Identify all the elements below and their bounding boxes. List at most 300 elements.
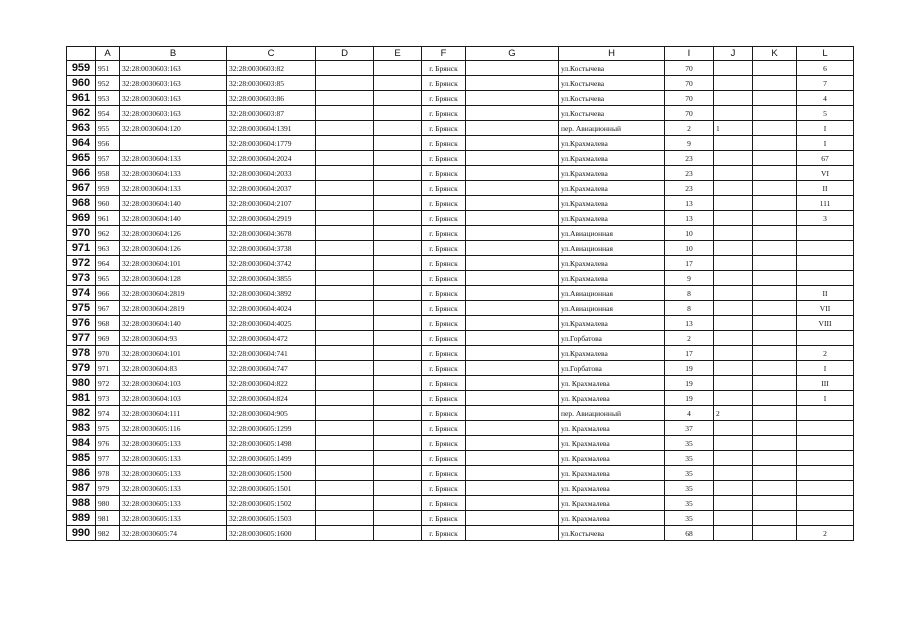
col-f-cell[interactable]: г. Брянск xyxy=(422,271,466,286)
col-d-cell[interactable] xyxy=(316,256,374,271)
col-f-cell[interactable]: г. Брянск xyxy=(422,151,466,166)
col-a-cell[interactable]: 979 xyxy=(96,481,120,496)
col-a-cell[interactable]: 966 xyxy=(96,286,120,301)
col-j-cell[interactable] xyxy=(714,196,753,211)
col-a-cell[interactable]: 960 xyxy=(96,196,120,211)
col-j-cell[interactable] xyxy=(714,241,753,256)
col-h-cell[interactable]: ул. Крахмалева xyxy=(559,511,665,526)
col-f-cell[interactable]: г. Брянск xyxy=(422,286,466,301)
col-j-cell[interactable] xyxy=(714,226,753,241)
col-g-cell[interactable] xyxy=(466,196,559,211)
col-l-cell[interactable]: 4 xyxy=(797,91,854,106)
col-j-cell[interactable] xyxy=(714,391,753,406)
row-number-cell[interactable]: 960 xyxy=(67,76,96,91)
col-l-cell[interactable]: II xyxy=(797,286,854,301)
col-d-cell[interactable] xyxy=(316,376,374,391)
col-e-cell[interactable] xyxy=(374,346,422,361)
col-h-cell[interactable]: ул. Крахмалева xyxy=(559,421,665,436)
col-g-cell[interactable] xyxy=(466,286,559,301)
col-j-cell[interactable] xyxy=(714,451,753,466)
col-j-cell[interactable] xyxy=(714,466,753,481)
col-d-cell[interactable] xyxy=(316,481,374,496)
col-a-cell[interactable]: 975 xyxy=(96,421,120,436)
col-e-cell[interactable] xyxy=(374,136,422,151)
col-l-cell[interactable]: 7 xyxy=(797,76,854,91)
col-b-cell[interactable]: 32:28:0030604:133 xyxy=(120,151,227,166)
col-k-cell[interactable] xyxy=(753,241,797,256)
col-h-cell[interactable]: ул.Крахмалева xyxy=(559,166,665,181)
col-d-cell[interactable] xyxy=(316,181,374,196)
col-f-cell[interactable]: г. Брянск xyxy=(422,136,466,151)
col-c-cell[interactable]: 32:28:0030605:1499 xyxy=(227,451,316,466)
col-l-cell[interactable]: VII xyxy=(797,301,854,316)
col-j-cell[interactable] xyxy=(714,271,753,286)
column-header-g[interactable]: G xyxy=(466,47,559,61)
col-b-cell[interactable]: 32:28:0030603:163 xyxy=(120,61,227,76)
col-g-cell[interactable] xyxy=(466,76,559,91)
col-a-cell[interactable]: 982 xyxy=(96,526,120,541)
col-h-cell[interactable]: ул.Крахмалева xyxy=(559,346,665,361)
col-a-cell[interactable]: 978 xyxy=(96,466,120,481)
col-a-cell[interactable]: 972 xyxy=(96,376,120,391)
col-e-cell[interactable] xyxy=(374,211,422,226)
col-k-cell[interactable] xyxy=(753,181,797,196)
col-c-cell[interactable]: 32:28:0030604:822 xyxy=(227,376,316,391)
row-number-cell[interactable]: 989 xyxy=(67,511,96,526)
col-k-cell[interactable] xyxy=(753,391,797,406)
row-number-cell[interactable]: 977 xyxy=(67,331,96,346)
row-number-cell[interactable]: 983 xyxy=(67,421,96,436)
row-number-cell[interactable]: 976 xyxy=(67,316,96,331)
col-j-cell[interactable] xyxy=(714,286,753,301)
col-j-cell[interactable] xyxy=(714,61,753,76)
col-f-cell[interactable]: г. Брянск xyxy=(422,346,466,361)
col-d-cell[interactable] xyxy=(316,451,374,466)
col-i-cell[interactable]: 4 xyxy=(665,406,714,421)
col-l-cell[interactable] xyxy=(797,331,854,346)
col-e-cell[interactable] xyxy=(374,331,422,346)
col-f-cell[interactable]: г. Брянск xyxy=(422,526,466,541)
col-b-cell[interactable]: 32:28:0030603:163 xyxy=(120,76,227,91)
col-e-cell[interactable] xyxy=(374,256,422,271)
col-h-cell[interactable]: ул.Авиационная xyxy=(559,301,665,316)
col-c-cell[interactable]: 32:28:0030604:3742 xyxy=(227,256,316,271)
col-d-cell[interactable] xyxy=(316,301,374,316)
col-f-cell[interactable]: г. Брянск xyxy=(422,106,466,121)
col-f-cell[interactable]: г. Брянск xyxy=(422,256,466,271)
column-header-l[interactable]: L xyxy=(797,47,854,61)
row-number-cell[interactable]: 969 xyxy=(67,211,96,226)
row-number-cell[interactable]: 979 xyxy=(67,361,96,376)
col-j-cell[interactable] xyxy=(714,211,753,226)
col-c-cell[interactable]: 32:28:0030604:2919 xyxy=(227,211,316,226)
col-k-cell[interactable] xyxy=(753,346,797,361)
col-c-cell[interactable]: 32:28:0030604:3855 xyxy=(227,271,316,286)
col-b-cell[interactable]: 32:28:0030604:140 xyxy=(120,316,227,331)
col-a-cell[interactable]: 951 xyxy=(96,61,120,76)
col-c-cell[interactable]: 32:28:0030603:87 xyxy=(227,106,316,121)
col-c-cell[interactable]: 32:28:0030604:824 xyxy=(227,391,316,406)
col-a-cell[interactable]: 956 xyxy=(96,136,120,151)
col-k-cell[interactable] xyxy=(753,256,797,271)
col-h-cell[interactable]: ул.Костычева xyxy=(559,61,665,76)
col-c-cell[interactable]: 32:28:0030603:85 xyxy=(227,76,316,91)
col-a-cell[interactable]: 970 xyxy=(96,346,120,361)
col-b-cell[interactable]: 32:28:0030604:101 xyxy=(120,256,227,271)
col-l-cell[interactable] xyxy=(797,496,854,511)
col-g-cell[interactable] xyxy=(466,496,559,511)
row-number-cell[interactable]: 964 xyxy=(67,136,96,151)
col-a-cell[interactable]: 958 xyxy=(96,166,120,181)
col-h-cell[interactable]: ул.Авиационная xyxy=(559,226,665,241)
col-k-cell[interactable] xyxy=(753,316,797,331)
col-b-cell[interactable]: 32:28:0030605:116 xyxy=(120,421,227,436)
col-g-cell[interactable] xyxy=(466,361,559,376)
col-g-cell[interactable] xyxy=(466,271,559,286)
col-e-cell[interactable] xyxy=(374,526,422,541)
col-h-cell[interactable]: ул.Крахмалева xyxy=(559,256,665,271)
col-g-cell[interactable] xyxy=(466,226,559,241)
col-g-cell[interactable] xyxy=(466,121,559,136)
col-i-cell[interactable]: 70 xyxy=(665,91,714,106)
col-i-cell[interactable]: 35 xyxy=(665,511,714,526)
col-d-cell[interactable] xyxy=(316,61,374,76)
col-a-cell[interactable]: 961 xyxy=(96,211,120,226)
row-number-cell[interactable]: 967 xyxy=(67,181,96,196)
col-i-cell[interactable]: 10 xyxy=(665,226,714,241)
col-k-cell[interactable] xyxy=(753,496,797,511)
col-j-cell[interactable] xyxy=(714,421,753,436)
col-b-cell[interactable]: 32:28:0030604:111 xyxy=(120,406,227,421)
col-h-cell[interactable]: ул.Авиационная xyxy=(559,241,665,256)
col-i-cell[interactable]: 35 xyxy=(665,466,714,481)
col-k-cell[interactable] xyxy=(753,421,797,436)
col-k-cell[interactable] xyxy=(753,226,797,241)
row-number-cell[interactable]: 959 xyxy=(67,61,96,76)
col-f-cell[interactable]: г. Брянск xyxy=(422,361,466,376)
row-number-cell[interactable]: 972 xyxy=(67,256,96,271)
row-number-cell[interactable]: 988 xyxy=(67,496,96,511)
col-f-cell[interactable]: г. Брянск xyxy=(422,391,466,406)
col-l-cell[interactable]: 3 xyxy=(797,211,854,226)
col-a-cell[interactable]: 968 xyxy=(96,316,120,331)
col-j-cell[interactable] xyxy=(714,76,753,91)
col-b-cell[interactable]: 32:28:0030604:140 xyxy=(120,211,227,226)
col-c-cell[interactable]: 32:28:0030605:1502 xyxy=(227,496,316,511)
col-a-cell[interactable]: 967 xyxy=(96,301,120,316)
col-i-cell[interactable]: 35 xyxy=(665,481,714,496)
col-g-cell[interactable] xyxy=(466,421,559,436)
column-header-f[interactable]: F xyxy=(422,47,466,61)
col-i-cell[interactable]: 70 xyxy=(665,76,714,91)
col-b-cell[interactable]: 32:28:0030604:140 xyxy=(120,196,227,211)
col-a-cell[interactable]: 962 xyxy=(96,226,120,241)
col-i-cell[interactable]: 2 xyxy=(665,121,714,136)
col-j-cell[interactable] xyxy=(714,331,753,346)
col-e-cell[interactable] xyxy=(374,241,422,256)
col-g-cell[interactable] xyxy=(466,91,559,106)
col-h-cell[interactable]: ул. Крахмалева xyxy=(559,481,665,496)
col-e-cell[interactable] xyxy=(374,286,422,301)
col-b-cell[interactable]: 32:28:0030604:103 xyxy=(120,376,227,391)
col-b-cell[interactable]: 32:28:0030604:103 xyxy=(120,391,227,406)
col-g-cell[interactable] xyxy=(466,406,559,421)
row-number-cell[interactable]: 961 xyxy=(67,91,96,106)
row-number-cell[interactable]: 966 xyxy=(67,166,96,181)
col-j-cell[interactable]: 1 xyxy=(714,121,753,136)
col-j-cell[interactable] xyxy=(714,181,753,196)
col-b-cell[interactable]: 32:28:0030603:163 xyxy=(120,91,227,106)
col-f-cell[interactable]: г. Брянск xyxy=(422,406,466,421)
col-f-cell[interactable]: г. Брянск xyxy=(422,331,466,346)
col-c-cell[interactable]: 32:28:0030605:1600 xyxy=(227,526,316,541)
col-g-cell[interactable] xyxy=(466,526,559,541)
col-l-cell[interactable]: II xyxy=(797,181,854,196)
col-f-cell[interactable]: г. Брянск xyxy=(422,181,466,196)
column-header-b[interactable]: B xyxy=(120,47,227,61)
col-a-cell[interactable]: 981 xyxy=(96,511,120,526)
col-l-cell[interactable]: 67 xyxy=(797,151,854,166)
col-a-cell[interactable]: 964 xyxy=(96,256,120,271)
col-f-cell[interactable]: г. Брянск xyxy=(422,511,466,526)
col-h-cell[interactable]: ул.Костычева xyxy=(559,76,665,91)
col-j-cell[interactable] xyxy=(714,316,753,331)
col-b-cell[interactable]: 32:28:0030604:126 xyxy=(120,226,227,241)
col-c-cell[interactable]: 32:28:0030603:82 xyxy=(227,61,316,76)
col-l-cell[interactable] xyxy=(797,421,854,436)
col-e-cell[interactable] xyxy=(374,436,422,451)
col-d-cell[interactable] xyxy=(316,106,374,121)
col-j-cell[interactable] xyxy=(714,151,753,166)
col-e-cell[interactable] xyxy=(374,421,422,436)
col-i-cell[interactable]: 37 xyxy=(665,421,714,436)
col-h-cell[interactable]: ул.Крахмалева xyxy=(559,271,665,286)
col-j-cell[interactable] xyxy=(714,511,753,526)
col-i-cell[interactable]: 17 xyxy=(665,256,714,271)
col-c-cell[interactable]: 32:28:0030604:3892 xyxy=(227,286,316,301)
row-number-cell[interactable]: 982 xyxy=(67,406,96,421)
col-j-cell[interactable] xyxy=(714,346,753,361)
row-number-cell[interactable]: 970 xyxy=(67,226,96,241)
col-k-cell[interactable] xyxy=(753,301,797,316)
col-k-cell[interactable] xyxy=(753,481,797,496)
col-k-cell[interactable] xyxy=(753,61,797,76)
col-c-cell[interactable]: 32:28:0030605:1503 xyxy=(227,511,316,526)
col-d-cell[interactable] xyxy=(316,226,374,241)
col-k-cell[interactable] xyxy=(753,121,797,136)
row-number-cell[interactable]: 987 xyxy=(67,481,96,496)
col-c-cell[interactable]: 32:28:0030605:1501 xyxy=(227,481,316,496)
col-l-cell[interactable]: 5 xyxy=(797,106,854,121)
col-c-cell[interactable]: 32:28:0030604:472 xyxy=(227,331,316,346)
col-i-cell[interactable]: 17 xyxy=(665,346,714,361)
col-j-cell[interactable] xyxy=(714,256,753,271)
col-e-cell[interactable] xyxy=(374,196,422,211)
col-j-cell[interactable] xyxy=(714,361,753,376)
col-g-cell[interactable] xyxy=(466,511,559,526)
col-i-cell[interactable]: 23 xyxy=(665,166,714,181)
col-j-cell[interactable] xyxy=(714,376,753,391)
column-header-k[interactable]: K xyxy=(753,47,797,61)
col-b-cell[interactable]: 32:28:0030605:133 xyxy=(120,511,227,526)
col-g-cell[interactable] xyxy=(466,391,559,406)
col-e-cell[interactable] xyxy=(374,166,422,181)
col-l-cell[interactable]: I xyxy=(797,391,854,406)
row-number-cell[interactable]: 965 xyxy=(67,151,96,166)
col-e-cell[interactable] xyxy=(374,151,422,166)
col-c-cell[interactable]: 32:28:0030604:741 xyxy=(227,346,316,361)
col-c-cell[interactable]: 32:28:0030604:4025 xyxy=(227,316,316,331)
col-b-cell[interactable]: 32:28:0030604:128 xyxy=(120,271,227,286)
col-a-cell[interactable]: 965 xyxy=(96,271,120,286)
col-g-cell[interactable] xyxy=(466,106,559,121)
col-a-cell[interactable]: 955 xyxy=(96,121,120,136)
corner-header[interactable] xyxy=(67,47,96,61)
column-header-i[interactable]: I xyxy=(665,47,714,61)
col-f-cell[interactable]: г. Брянск xyxy=(422,196,466,211)
row-number-cell[interactable]: 984 xyxy=(67,436,96,451)
col-k-cell[interactable] xyxy=(753,286,797,301)
col-e-cell[interactable] xyxy=(374,376,422,391)
row-number-cell[interactable]: 962 xyxy=(67,106,96,121)
row-number-cell[interactable]: 981 xyxy=(67,391,96,406)
col-f-cell[interactable]: г. Брянск xyxy=(422,241,466,256)
row-number-cell[interactable]: 980 xyxy=(67,376,96,391)
col-d-cell[interactable] xyxy=(316,151,374,166)
col-i-cell[interactable]: 19 xyxy=(665,376,714,391)
col-b-cell[interactable]: 32:28:0030605:74 xyxy=(120,526,227,541)
col-f-cell[interactable]: г. Брянск xyxy=(422,496,466,511)
col-i-cell[interactable]: 13 xyxy=(665,211,714,226)
col-f-cell[interactable]: г. Брянск xyxy=(422,481,466,496)
col-k-cell[interactable] xyxy=(753,151,797,166)
col-d-cell[interactable] xyxy=(316,211,374,226)
col-d-cell[interactable] xyxy=(316,466,374,481)
col-d-cell[interactable] xyxy=(316,76,374,91)
col-b-cell[interactable]: 32:28:0030605:133 xyxy=(120,451,227,466)
col-b-cell[interactable]: 32:28:0030604:83 xyxy=(120,361,227,376)
col-j-cell[interactable] xyxy=(714,91,753,106)
col-d-cell[interactable] xyxy=(316,286,374,301)
col-k-cell[interactable] xyxy=(753,451,797,466)
col-h-cell[interactable]: ул. Крахмалева xyxy=(559,376,665,391)
col-i-cell[interactable]: 35 xyxy=(665,451,714,466)
col-a-cell[interactable]: 976 xyxy=(96,436,120,451)
col-h-cell[interactable]: ул.Крахмалева xyxy=(559,136,665,151)
col-d-cell[interactable] xyxy=(316,406,374,421)
col-g-cell[interactable] xyxy=(466,61,559,76)
col-d-cell[interactable] xyxy=(316,331,374,346)
row-number-cell[interactable]: 973 xyxy=(67,271,96,286)
col-h-cell[interactable]: пер. Авиационный xyxy=(559,406,665,421)
col-g-cell[interactable] xyxy=(466,166,559,181)
col-i-cell[interactable]: 13 xyxy=(665,316,714,331)
col-f-cell[interactable]: г. Брянск xyxy=(422,376,466,391)
col-g-cell[interactable] xyxy=(466,256,559,271)
col-d-cell[interactable] xyxy=(316,511,374,526)
col-e-cell[interactable] xyxy=(374,271,422,286)
col-a-cell[interactable]: 971 xyxy=(96,361,120,376)
col-h-cell[interactable]: ул.Крахмалева xyxy=(559,196,665,211)
col-i-cell[interactable]: 9 xyxy=(665,136,714,151)
col-j-cell[interactable] xyxy=(714,166,753,181)
col-l-cell[interactable] xyxy=(797,466,854,481)
row-number-cell[interactable]: 975 xyxy=(67,301,96,316)
col-h-cell[interactable]: ул. Крахмалева xyxy=(559,496,665,511)
col-l-cell[interactable]: 6 xyxy=(797,61,854,76)
col-c-cell[interactable]: 32:28:0030604:2024 xyxy=(227,151,316,166)
col-e-cell[interactable] xyxy=(374,61,422,76)
col-a-cell[interactable]: 953 xyxy=(96,91,120,106)
col-f-cell[interactable]: г. Брянск xyxy=(422,166,466,181)
col-d-cell[interactable] xyxy=(316,436,374,451)
col-e-cell[interactable] xyxy=(374,511,422,526)
column-header-d[interactable]: D xyxy=(316,47,374,61)
col-g-cell[interactable] xyxy=(466,451,559,466)
col-i-cell[interactable]: 10 xyxy=(665,241,714,256)
col-f-cell[interactable]: г. Брянск xyxy=(422,226,466,241)
col-g-cell[interactable] xyxy=(466,301,559,316)
col-b-cell[interactable]: 32:28:0030603:163 xyxy=(120,106,227,121)
col-a-cell[interactable]: 977 xyxy=(96,451,120,466)
col-c-cell[interactable]: 32:28:0030604:3738 xyxy=(227,241,316,256)
col-l-cell[interactable]: I xyxy=(797,136,854,151)
col-i-cell[interactable]: 8 xyxy=(665,286,714,301)
col-c-cell[interactable]: 32:28:0030604:1391 xyxy=(227,121,316,136)
col-l-cell[interactable]: 2 xyxy=(797,526,854,541)
col-c-cell[interactable]: 32:28:0030604:2107 xyxy=(227,196,316,211)
col-f-cell[interactable]: г. Брянск xyxy=(422,61,466,76)
col-a-cell[interactable]: 952 xyxy=(96,76,120,91)
col-h-cell[interactable]: ул. Крахмалева xyxy=(559,436,665,451)
col-k-cell[interactable] xyxy=(753,106,797,121)
col-g-cell[interactable] xyxy=(466,481,559,496)
col-j-cell[interactable] xyxy=(714,301,753,316)
col-h-cell[interactable]: ул.Костычева xyxy=(559,91,665,106)
col-l-cell[interactable] xyxy=(797,511,854,526)
col-l-cell[interactable]: 111 xyxy=(797,196,854,211)
row-number-cell[interactable]: 963 xyxy=(67,121,96,136)
col-d-cell[interactable] xyxy=(316,346,374,361)
col-e-cell[interactable] xyxy=(374,451,422,466)
col-g-cell[interactable] xyxy=(466,376,559,391)
col-e-cell[interactable] xyxy=(374,361,422,376)
col-c-cell[interactable]: 32:28:0030604:3678 xyxy=(227,226,316,241)
col-i-cell[interactable]: 23 xyxy=(665,181,714,196)
col-k-cell[interactable] xyxy=(753,196,797,211)
col-h-cell[interactable]: ул. Крахмалева xyxy=(559,451,665,466)
col-e-cell[interactable] xyxy=(374,181,422,196)
col-l-cell[interactable] xyxy=(797,481,854,496)
col-k-cell[interactable] xyxy=(753,76,797,91)
col-d-cell[interactable] xyxy=(316,136,374,151)
col-b-cell[interactable]: 32:28:0030604:133 xyxy=(120,166,227,181)
col-d-cell[interactable] xyxy=(316,166,374,181)
col-l-cell[interactable] xyxy=(797,436,854,451)
col-j-cell[interactable] xyxy=(714,481,753,496)
col-k-cell[interactable] xyxy=(753,271,797,286)
col-j-cell[interactable] xyxy=(714,526,753,541)
col-g-cell[interactable] xyxy=(466,136,559,151)
col-b-cell[interactable]: 32:28:0030604:101 xyxy=(120,346,227,361)
col-l-cell[interactable] xyxy=(797,406,854,421)
col-k-cell[interactable] xyxy=(753,466,797,481)
col-i-cell[interactable]: 9 xyxy=(665,271,714,286)
col-i-cell[interactable]: 19 xyxy=(665,391,714,406)
column-header-h[interactable]: H xyxy=(559,47,665,61)
col-d-cell[interactable] xyxy=(316,421,374,436)
col-a-cell[interactable]: 980 xyxy=(96,496,120,511)
